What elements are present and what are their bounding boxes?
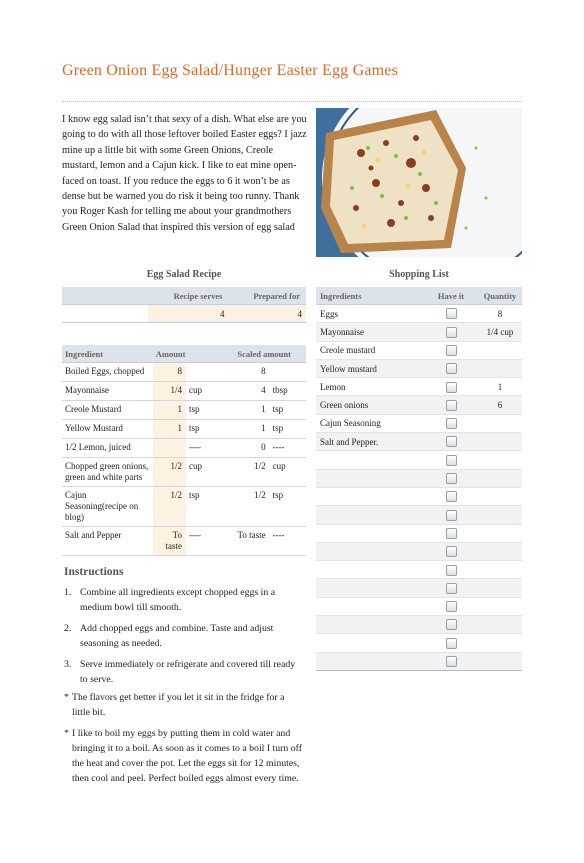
ingredients-column-header: Ingredients xyxy=(316,287,424,305)
ingredient-name: 1/2 Lemon, juiced xyxy=(62,439,153,458)
shopping-row xyxy=(316,542,522,560)
shopping-item-name xyxy=(316,561,424,579)
shopping-item-name: Creole mustard xyxy=(316,341,424,359)
ingredient-row xyxy=(62,401,306,420)
instructions-heading: Instructions xyxy=(64,566,124,578)
have-it-cell xyxy=(424,433,478,451)
quantity-column-header: Quantity xyxy=(478,287,522,305)
have-it-cell xyxy=(424,579,478,597)
shopping-item-name: Lemon xyxy=(316,378,424,396)
recipe-heading: Egg Salad Recipe xyxy=(146,269,222,280)
ingredient-amount[interactable]: To taste xyxy=(153,527,186,556)
instruction-step xyxy=(64,657,304,687)
ingredient-unit: tsp xyxy=(186,487,222,527)
shopping-row xyxy=(316,469,522,487)
ingredient-row xyxy=(62,527,306,556)
ingredient-amount[interactable] xyxy=(153,439,186,458)
shopping-item-quantity xyxy=(478,506,522,524)
note-asterisk: * xyxy=(64,728,69,739)
have-it-cell xyxy=(424,524,478,542)
ingredient-name: Mayonnaise xyxy=(62,382,153,401)
have-it-cell xyxy=(424,487,478,505)
ingredient-row xyxy=(62,487,306,527)
page-title: Green Onion Egg Salad/Hunger Easter Egg Games xyxy=(62,62,399,79)
ingredient-scaled-unit xyxy=(270,363,306,382)
shopping-item-quantity xyxy=(478,341,522,359)
have-it-checkbox[interactable] xyxy=(446,345,457,356)
ingredient-amount[interactable]: 1 xyxy=(153,420,186,439)
have-it-checkbox[interactable] xyxy=(446,619,457,630)
ingredient-row xyxy=(62,382,306,401)
shopping-item-name xyxy=(316,487,424,505)
ingredient-scaled-amount: 1/2 xyxy=(222,487,269,527)
ingredient-name: Creole Mustard xyxy=(62,401,153,420)
shopping-item-quantity xyxy=(478,433,522,451)
shopping-item-quantity xyxy=(478,542,522,560)
have-it-checkbox[interactable] xyxy=(446,546,457,557)
prepared-for-header: Prepared for xyxy=(228,287,306,305)
note-text: I like to boil my eggs by putting them in cold water and bringing it to a boil. As soon as it comes to a boil I turn off the heat and cover the pot. Let the eggs sit for 12 minutes, then cool and peel. Perfect boiled eggs almost every time. xyxy=(72,728,303,784)
shopping-row xyxy=(316,634,522,652)
shopping-item-name xyxy=(316,579,424,597)
ingredient-scaled-amount: 8 xyxy=(222,363,269,382)
ingredient-scaled-amount: To taste xyxy=(222,527,269,556)
shopping-item-name: Green onions xyxy=(316,396,424,414)
have-it-checkbox[interactable] xyxy=(446,638,457,649)
ingredient-amount[interactable]: 1/2 xyxy=(153,487,186,527)
amount-column-header: Amount xyxy=(153,345,223,363)
ingredient-scaled-unit: cup xyxy=(270,458,306,487)
have-it-checkbox[interactable] xyxy=(446,601,457,612)
shopping-item-quantity xyxy=(478,652,522,670)
ingredient-name: Salt and Pepper xyxy=(62,527,153,556)
have-it-cell xyxy=(424,506,478,524)
shopping-item-name: Mayonnaise xyxy=(316,323,424,341)
shopping-item-quantity xyxy=(478,451,522,469)
have-it-cell xyxy=(424,341,478,359)
ingredient-scaled-unit: tsp xyxy=(270,401,306,420)
ingredient-scaled-unit: tsp xyxy=(270,487,306,527)
shopping-item-name xyxy=(316,451,424,469)
have-it-checkbox[interactable] xyxy=(446,327,457,338)
step-number: 1. xyxy=(64,587,72,598)
have-it-cell xyxy=(424,378,478,396)
have-it-checkbox[interactable] xyxy=(446,510,457,521)
ingredient-scaled-unit: ---- xyxy=(270,527,306,556)
shopping-item-name xyxy=(316,616,424,634)
have-it-checkbox[interactable] xyxy=(446,308,457,319)
ingredient-unit: tsp xyxy=(186,420,222,439)
shopping-row xyxy=(316,487,522,505)
instruction-notes xyxy=(64,690,304,792)
shopping-item-quantity xyxy=(478,359,522,377)
shopping-row xyxy=(316,305,522,323)
step-text: Serve immediately or refrigerate and covered till ready to serve. xyxy=(80,659,296,685)
shopping-item-quantity xyxy=(478,561,522,579)
shopping-item-name xyxy=(316,542,424,560)
ingredient-scaled-amount: 1 xyxy=(222,401,269,420)
have-it-checkbox[interactable] xyxy=(446,400,457,411)
shopping-row xyxy=(316,359,522,377)
shopping-row xyxy=(316,597,522,615)
shopping-item-quantity xyxy=(478,597,522,615)
have-it-cell xyxy=(424,634,478,652)
ingredient-row xyxy=(62,458,306,487)
shopping-item-quantity: 1 xyxy=(478,378,522,396)
have-it-cell xyxy=(424,414,478,432)
ingredients-table xyxy=(62,345,306,556)
intro-paragraph: I know egg salad isn’t that sexy of a dish. What else are you going to do with all those leftover boiled Easter eggs? I jazz mine up a little bit with some Green Onions, Creole mustard, lemon and a Cajun kick. I like to eat mine open-faced on toast. If you reduce the eggs to 6 it won’t be as dense but be warned you do risk it being too runny. Thank you Roger Kash for telling me about your grandmothers Green Onion Salad that inspired this version of egg salad xyxy=(62,114,307,233)
shopping-row xyxy=(316,414,522,432)
shopping-item-name xyxy=(316,506,424,524)
have-it-checkbox[interactable] xyxy=(446,565,457,576)
have-it-checkbox[interactable] xyxy=(446,656,457,667)
have-it-cell xyxy=(424,597,478,615)
shopping-item-quantity: 8 xyxy=(478,305,522,323)
ingredient-unit xyxy=(186,363,222,382)
shopping-row xyxy=(316,323,522,341)
have-it-cell xyxy=(424,652,478,670)
shopping-row xyxy=(316,451,522,469)
ingredient-amount[interactable]: 1 xyxy=(153,401,186,420)
have-it-checkbox[interactable] xyxy=(446,436,457,447)
have-it-cell xyxy=(424,323,478,341)
instruction-note xyxy=(64,690,304,720)
title-divider xyxy=(62,101,522,102)
have-it-checkbox[interactable] xyxy=(446,473,457,484)
shopping-row xyxy=(316,396,522,414)
step-number: 2. xyxy=(64,623,72,634)
shopping-row xyxy=(316,433,522,451)
have-it-checkbox[interactable] xyxy=(446,528,457,539)
shopping-row xyxy=(316,341,522,359)
have-it-cell xyxy=(424,469,478,487)
shopping-row xyxy=(316,524,522,542)
ingredient-scaled-amount: 4 xyxy=(222,382,269,401)
ingredient-scaled-unit: tbsp xyxy=(270,382,306,401)
shopping-row xyxy=(316,652,522,670)
have-it-checkbox[interactable] xyxy=(446,363,457,374)
shopping-item-name: Salt and Pepper. xyxy=(316,433,424,451)
shopping-row xyxy=(316,616,522,634)
note-text: The flavors get better if you let it sit in the fridge for a little bit. xyxy=(72,692,285,718)
shopping-row xyxy=(316,378,522,396)
shopping-item-quantity xyxy=(478,524,522,542)
have-it-checkbox[interactable] xyxy=(446,418,457,429)
shopping-item-name: Cajun Seasoning xyxy=(316,414,424,432)
shopping-item-name: Yellow mustard xyxy=(316,359,424,377)
note-asterisk: * xyxy=(64,692,69,703)
have-it-cell xyxy=(424,542,478,560)
have-it-cell xyxy=(424,616,478,634)
ingredient-unit: tsp xyxy=(186,401,222,420)
shopping-list-table xyxy=(316,287,522,671)
have-it-checkbox[interactable] xyxy=(446,583,457,594)
ingredient-row xyxy=(62,363,306,382)
shopping-item-name xyxy=(316,634,424,652)
shopping-item-name xyxy=(316,524,424,542)
shopping-item-quantity xyxy=(478,469,522,487)
have-it-cell xyxy=(424,561,478,579)
have-it-cell xyxy=(424,359,478,377)
shopping-row xyxy=(316,579,522,597)
prepared-for-input[interactable]: 4 xyxy=(228,305,306,323)
step-text: Combine all ingredients except chopped eggs in a medium bowl till smooth. xyxy=(80,587,276,613)
ingredient-unit: ---- xyxy=(186,527,222,556)
shopping-row xyxy=(316,561,522,579)
ingredient-name: Chopped green onions, green and white parts xyxy=(62,458,153,487)
ingredient-name: Boiled Eggs, chopped xyxy=(62,363,153,382)
shopping-item-quantity xyxy=(478,616,522,634)
shopping-item-quantity xyxy=(478,414,522,432)
ingredient-name: Cajun Seasoning(recipe on blog) xyxy=(62,487,153,527)
ingredient-row xyxy=(62,439,306,458)
ingredient-scaled-unit: ---- xyxy=(270,439,306,458)
have-it-checkbox[interactable] xyxy=(446,491,457,502)
ingredient-scaled-unit: tsp xyxy=(270,420,306,439)
ingredient-amount[interactable]: 8 xyxy=(153,363,186,382)
shopping-item-quantity xyxy=(478,634,522,652)
have-it-cell xyxy=(424,305,478,323)
instruction-step xyxy=(64,621,304,651)
have-it-checkbox[interactable] xyxy=(446,382,457,393)
shopping-list-heading: Shopping List xyxy=(389,269,449,280)
ingredient-amount[interactable]: 1/4 xyxy=(153,382,186,401)
recipe-serves-header: Recipe serves xyxy=(148,287,228,305)
instruction-note xyxy=(64,726,304,786)
shopping-item-name xyxy=(316,597,424,615)
step-text: Add chopped eggs and combine. Taste and adjust seasoning as needed. xyxy=(80,623,274,649)
step-number: 3. xyxy=(64,659,72,670)
ingredient-unit: ---- xyxy=(186,439,222,458)
recipe-serves-value: 4 xyxy=(148,305,228,323)
ingredient-unit: cup xyxy=(186,458,222,487)
shopping-row xyxy=(316,506,522,524)
have-it-checkbox[interactable] xyxy=(446,455,457,466)
ingredient-amount[interactable]: 1/2 xyxy=(153,458,186,487)
shopping-item-name xyxy=(316,652,424,670)
instruction-steps xyxy=(64,585,304,693)
instruction-step xyxy=(64,585,304,615)
shopping-item-quantity: 6 xyxy=(478,396,522,414)
ingredient-name: Yellow Mustard xyxy=(62,420,153,439)
shopping-item-quantity: 1/4 cup xyxy=(478,323,522,341)
have-it-column-header: Have it xyxy=(424,287,478,305)
shopping-item-quantity xyxy=(478,487,522,505)
shopping-item-quantity xyxy=(478,579,522,597)
servings-table xyxy=(62,287,306,323)
shopping-item-name xyxy=(316,469,424,487)
ingredient-unit: cup xyxy=(186,382,222,401)
ingredient-row xyxy=(62,420,306,439)
shopping-item-name: Eggs xyxy=(316,305,424,323)
ingredient-scaled-amount: 0 xyxy=(222,439,269,458)
ingredient-scaled-amount: 1/2 xyxy=(222,458,269,487)
have-it-cell xyxy=(424,451,478,469)
ingredient-column-header: Ingredient xyxy=(62,345,153,363)
have-it-cell xyxy=(424,396,478,414)
ingredient-scaled-amount: 1 xyxy=(222,420,269,439)
scaled-amount-column-header: Scaled amount xyxy=(222,345,306,363)
egg-salad-toast-photo xyxy=(316,108,522,257)
